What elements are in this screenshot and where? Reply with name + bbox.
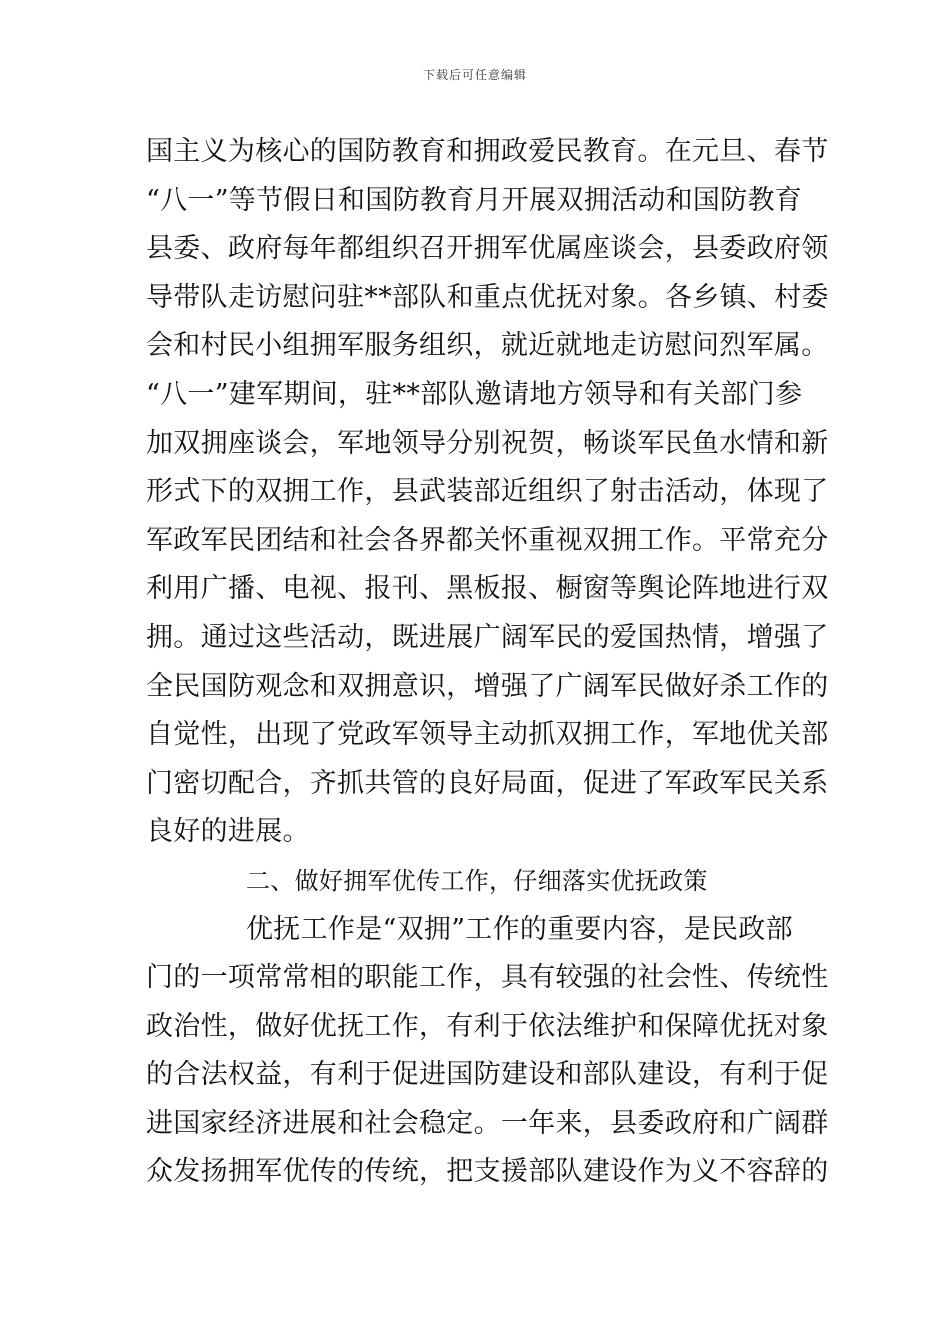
text-line: 政治性，做好优抚工作，有利于依法维护和保障优抚对象 — [146, 1010, 829, 1042]
text-line: 会和村民小组拥军服务组织，就近就地走访慰问烈军属。 — [146, 330, 829, 362]
text-line: 导带队走访慰问驻**部队和重点优抚对象。各乡镇、村委 — [146, 281, 829, 313]
page-header: 下载后可任意编辑 — [422, 68, 527, 82]
text-line: 利用广播、电视、报刊、黑板报、橱窗等舆论阵地进行双 — [146, 573, 829, 605]
text-line: 拥。通过这些活动，既进展广阔军民的爱国热情，增强了 — [146, 621, 829, 653]
text-line: 门的一项常常相的职能工作，具有较强的社会性、传统性 — [146, 962, 829, 994]
text-line: 众发扬拥军优传的传统，把支援部队建设作为义不容辞的 — [146, 1156, 829, 1188]
text-line: 进国家经济进展和社会稳定。一年来，县委政府和广阔群 — [146, 1107, 829, 1139]
document-body — [146, 128, 829, 1197]
text-line: 加双拥座谈会，军地领导分别祝贺，畅谈军民鱼水情和新 — [146, 427, 829, 459]
text-line: 自觉性，出现了党政军领导主动抓双拥工作，军地优关部 — [146, 719, 829, 751]
text-line: 形式下的双拥工作，县武装部近组织了射击活动，体现了 — [146, 476, 829, 508]
text-line: 军政军民团结和社会各界都关怀重视双拥工作。平常充分 — [146, 524, 829, 556]
text-line: “八一”等节假日和国防教育月开展双拥活动和国防教育 — [146, 184, 803, 216]
text-line: 门密切配合，齐抓共管的良好局面，促进了军政军民关系 — [146, 767, 829, 799]
text-line: 的合法权益，有利于促进国防建设和部队建设，有利于促 — [146, 1059, 829, 1091]
text-line: 良好的进展。 — [146, 816, 310, 848]
text-line: 国主义为核心的国防教育和拥政爱民教育。在元旦、春节 — [146, 136, 829, 167]
paragraph-first-line: 优抚工作是“双拥”工作的重要内容，是民政部 — [246, 913, 793, 945]
text-line: 全民国防观念和双拥意识，增强了广阔军民做好杀工作的 — [146, 670, 829, 702]
text-line: 县委、政府每年都组织召开拥军优属座谈会，县委政府领 — [146, 233, 829, 265]
section-heading: 二、做好拥军优传工作，仔细落实优抚政策 — [246, 866, 708, 895]
text-line: “八一”建军期间，驻**部队邀请地方领导和有关部门参 — [146, 378, 803, 410]
